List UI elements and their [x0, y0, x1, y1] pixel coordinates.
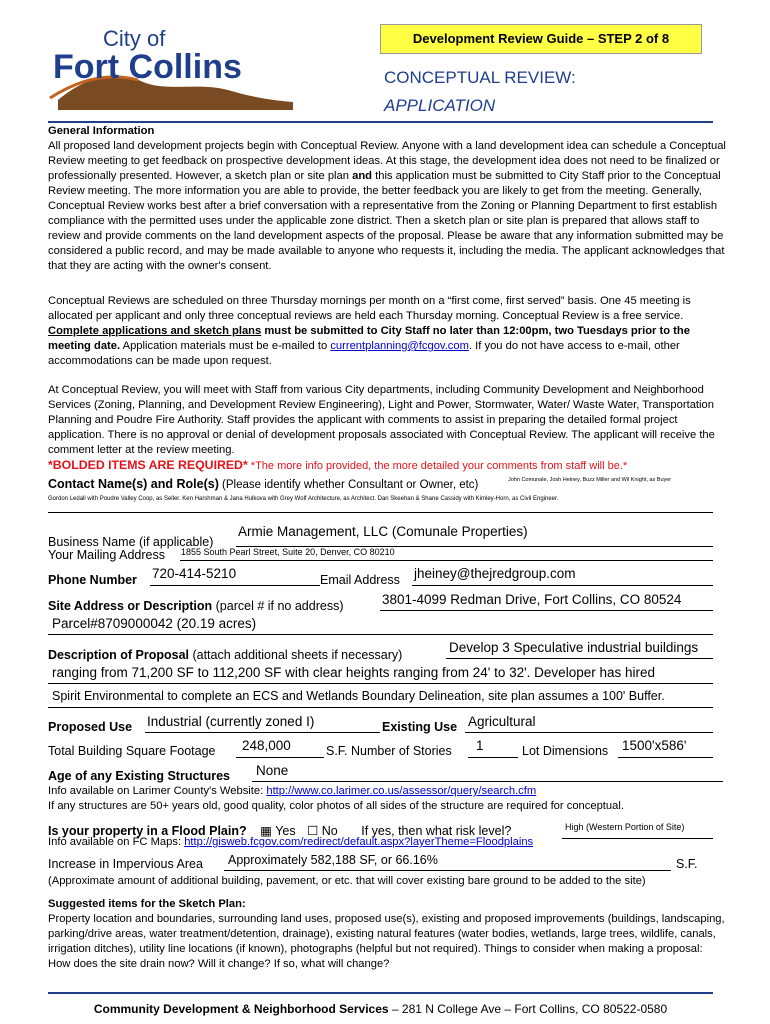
mailing-input[interactable]: 1855 South Pearl Street, Suite 20, Denver, CO 80210 [181, 547, 395, 557]
flood-row: Is your property in a Flood Plain? ▦ Yes ☐ No If yes, then what risk level? [48, 824, 512, 838]
sqft-label: Total Building Square Footage [48, 744, 216, 758]
general-heading: General Information [48, 125, 155, 137]
page-subtitle: APPLICATION [384, 96, 496, 115]
proposed-use-label: Proposed Use [48, 720, 133, 734]
footer: Community Development & Neighborhood Services – 281 N College Ave – Fort Collins, CO 80522-0580 [93, 1002, 668, 1016]
age-input[interactable]: None [256, 763, 289, 778]
stories-label: S.F. Number of Stories [326, 744, 452, 758]
page-title: CONCEPTUAL REVIEW: [384, 68, 576, 87]
logo-text-fort-collins: Fort Collins [53, 48, 242, 86]
age-line [252, 781, 723, 782]
site-input[interactable]: 3801-4099 Redman Drive, Fort Collins, CO 80524 [382, 592, 682, 607]
city-logo [48, 20, 298, 110]
contact-value-1[interactable]: John Comunale, Josh Heiney, Buzz Miller and Wil Knight, as Buyer [508, 477, 672, 483]
general-paragraph-2: Conceptual Reviews are scheduled on three Thursday mornings per month on a “first come, first served” basis. One 45 meeting is allocated per applicant and only three conceptual reviews are held each Thursday morning. Conceptual Review is a free service. Complete applications and sketch plans must be submitted to City Staff no later than 12:00pm, two Tuesdays prior to the meeting date. Application materials must be e-mailed to currentplanning@fcgov.com. If you do not have access to e-mail, other accommodations can be made upon request. [48, 295, 691, 367]
description-input-2[interactable]: ranging from 71,200 SF to 112,200 SF with clear heights ranging from 24' to 32'. Developer has hired [52, 665, 655, 680]
email-input[interactable]: jheiney@thejredgroup.com [414, 566, 576, 581]
parcel-input[interactable]: Parcel#8709000042 (20.19 acres) [52, 616, 257, 631]
sqft-input[interactable]: 248,000 [242, 738, 291, 753]
business-label: Business Name (if applicable) [48, 535, 214, 549]
description-input-3[interactable]: Spirit Environmental to complete an ECS and Wetlands Boundary Delineation, site plan assumes a 100' Buffer. [52, 689, 665, 703]
sqft-line [236, 757, 324, 758]
lot-label: Lot Dimensions [522, 744, 609, 758]
phone-input[interactable]: 720-414-5210 [152, 566, 237, 581]
logo-text-city: City of [103, 26, 166, 51]
impervious-note: (Approximate amount of additional building, pavement, or etc. that will cover existing bare ground to be added to the site) [48, 875, 646, 887]
stories-input[interactable]: 1 [476, 738, 484, 753]
existing-use-input[interactable]: Agricultural [468, 714, 536, 729]
sketch-heading: Suggested items for the Sketch Plan: [48, 898, 246, 910]
parcel-line [48, 634, 713, 635]
lot-input[interactable]: 1500'x586' [622, 738, 687, 753]
contact-row: Contact Name(s) and Role(s) (Please identify whether Consultant or Owner, etc) [48, 477, 479, 491]
lot-line [618, 757, 713, 758]
sketch-body: Property location and boundaries, surrounding land uses, proposed use(s), existing and proposed improvements (buildings, landscaping, parking/drive areas, water treatment/detention, drainage), existing natural features (water bodies, wetlands, large trees, wildlife, canals, irrigation ditches), utility line locations (if known), photographs (helpful but not required). Things to consider when making a proposal: How does the site drain now? Will it change? If so, what will change? [48, 913, 725, 970]
contact-value-2[interactable]: Gordon Ledall with Poudre Valley Coop, as Seller. Ken Harshman & Jana Hulkova with Grey Wolf Architecture, as Architect. Dan Skeehan & Shane Cassidy with Kimley-Horn, as Civil Engineer. [48, 496, 559, 502]
impervious-unit: S.F. [676, 857, 698, 871]
mailing-line [180, 560, 713, 561]
proposed-use-line [145, 732, 380, 733]
required-note: *BOLDED ITEMS ARE REQUIRED* *The more info provided, the more detailed your comments from staff will be.* [48, 458, 628, 472]
step-banner: Development Review Guide – STEP 2 of 8 [380, 24, 702, 54]
stories-line [468, 757, 518, 758]
general-paragraph-3: At Conceptual Review, you will meet with Staff from various City departments, including Community Development and Neighborhood Services (Zoning, Planning, and Development Review Engineering), Light and Power, Stormwater, Water/ Waste Water, Transportation Planning and Poudre Fire Authority. Staff provides the applicant with comments to assist in preparing the detailed formal project application. There is no approval or denial of development proposals associated with Conceptual Review. The applicant will receive the comment letter at the review meeting. [48, 384, 715, 456]
impervious-input[interactable]: Approximately 582,188 SF, or 66.16% [228, 853, 438, 867]
description-line-1 [446, 658, 713, 659]
age-label: Age of any Existing Structures [48, 769, 230, 783]
general-paragraph-1: All proposed land development projects begin with Conceptual Review. Anyone with a land development idea can schedule a Conceptual Review meeting to get feedback on prospective development ideas. At this stage, the development idea does not need to be finalized or professionally presented. However, a sketch plan or site plan and this application must be submitted to City Staff prior to the Conceptual Review meeting. The more information you are able to provide, the better feedback you are likely to get from the meeting. Generally, Conceptual Review works best after a brief conversation with a representative from the Zoning or Planning Department to first establish compliance with the permitted uses under the applicable zone district. Then a sketch plan or site plan is prepared that allows staff to review and provide comments on the land development aspects of the proposal. Please be aware that any information submitted may be considered a public record, and may be made available to anyone who requests it, including the media. The applicant acknowledges that that they are acting with the owner's consent. [48, 140, 726, 272]
flood-yes-checkbox[interactable]: ▦ [260, 824, 272, 838]
proposed-use-input[interactable]: Industrial (currently zoned I) [147, 714, 315, 729]
header-divider [48, 121, 713, 123]
email-link[interactable]: currentplanning@fcgov.com [330, 340, 469, 352]
description-input-1[interactable]: Develop 3 Speculative industrial buildings [449, 640, 699, 655]
email-label: Email Address [320, 573, 400, 587]
impervious-line [224, 870, 671, 871]
contact-line [48, 512, 713, 513]
existing-use-label: Existing Use [382, 720, 458, 734]
flood-risk-input[interactable]: High (Western Portion of Site) [565, 822, 685, 832]
phone-line [150, 585, 320, 586]
larimer-link[interactable]: http://www.co.larimer.co.us/assessor/query/search.cfm [266, 785, 537, 797]
email-line [412, 585, 713, 586]
flood-no-checkbox[interactable]: ☐ [307, 824, 319, 838]
site-label: Site Address or Description (parcel # if no address) [48, 599, 344, 613]
site-line [380, 610, 713, 611]
description-line-3 [48, 707, 713, 708]
fc-maps-info: Info available on FC Maps: http://gisweb.fcgov.com/redirect/default.aspx?layerTheme=Floodplains [48, 836, 534, 848]
fc-maps-link[interactable]: http://gisweb.fcgov.com/redirect/default.aspx?layerTheme=Floodplains [184, 836, 534, 848]
footer-divider [48, 992, 713, 994]
phone-label: Phone Number [48, 573, 137, 587]
larimer-info: Info available on Larimer County's Website: http://www.co.larimer.co.us/assessor/query/search.cfm [48, 785, 537, 797]
business-input[interactable]: Armie Management, LLC (Comunale Properties) [238, 524, 528, 539]
flood-risk-line [562, 838, 713, 839]
photos-note: If any structures are 50+ years old, good quality, color photos of all sides of the structure are required for conceptual. [48, 800, 624, 812]
description-line-2 [48, 683, 713, 684]
existing-use-line [465, 732, 713, 733]
mailing-label: Your Mailing Address [48, 548, 165, 562]
impervious-label: Increase in Impervious Area [48, 857, 203, 871]
description-label: Description of Proposal (attach additional sheets if necessary) [48, 648, 403, 662]
